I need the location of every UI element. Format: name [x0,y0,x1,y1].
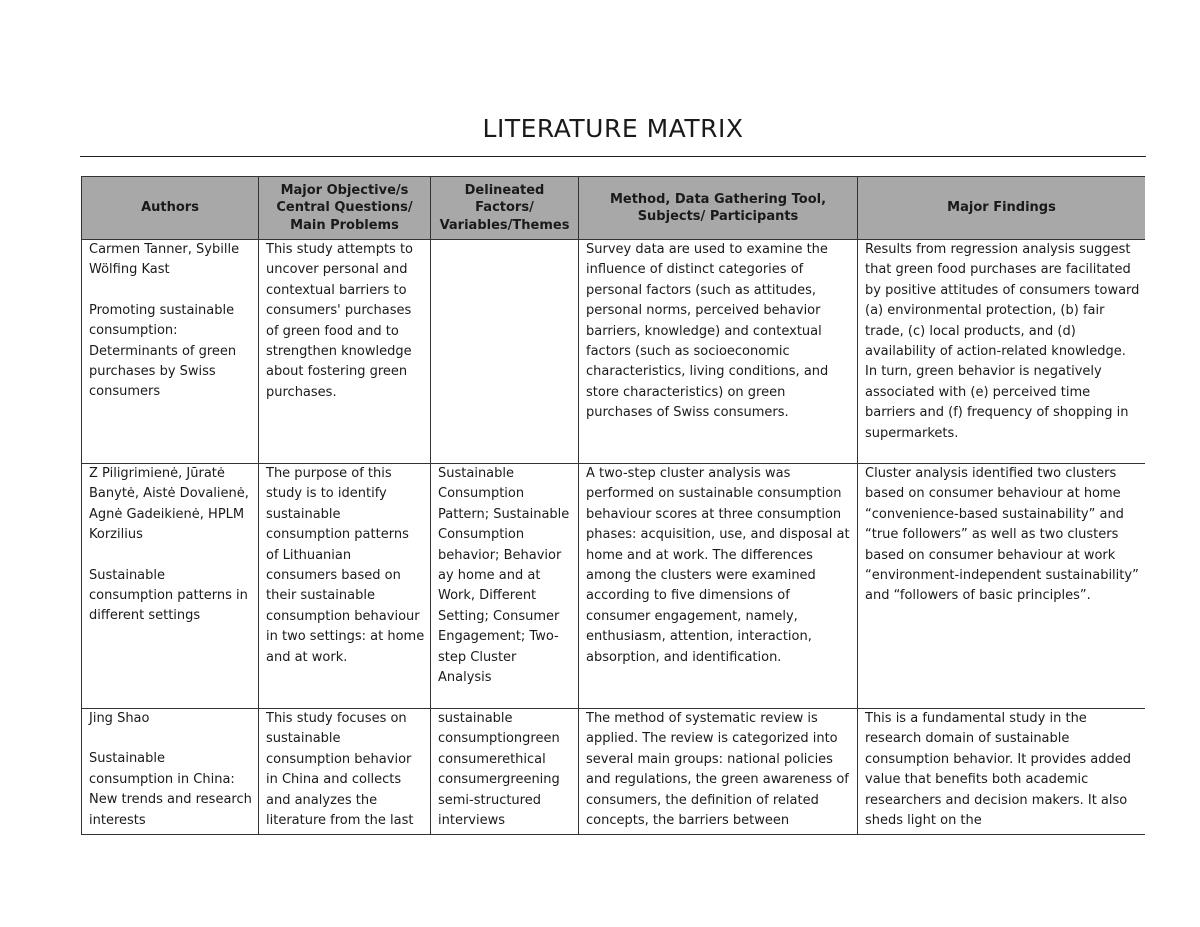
table-row [82,709,1146,836]
header-method: Method, Data Gathering Tool, Subjects/ Participants [579,177,858,240]
title-divider [80,156,1146,157]
table-row [82,464,1146,709]
cell-findings: This is a fundamental study in the research domain of sustainable consumption behavior. It provides added value that benefits both academic researchers and decision makers. It also sheds light on the [858,709,1146,836]
literature-matrix-table [81,176,1145,835]
cell-factors: Sustainable Consumption Pattern; Sustainable Consumption behavior; Behavior ay home and at Work, Different Setting; Consumer Engagement; Two-step Cluster Analysis [431,464,579,709]
literature-matrix-container [81,176,1145,835]
document-title: LITERATURE MATRIX [482,114,744,143]
cell-factors [431,240,579,464]
cell-findings: Cluster analysis identified two clusters based on consumer behaviour at home “convenience-based sustainability” and “true followers” as well as two clusters based on consumer behaviour at work “environment-independent sustainability” and “followers of basic principles”. [858,464,1146,709]
cell-factors: sustainable consumptiongreen consumerethical consumergreening semi-structured interviews [431,709,579,836]
table-row [82,240,1146,464]
cell-authors [82,464,259,709]
cell-objective: This study attempts to uncover personal and contextual barriers to consumers' purchases of green food and to strengthen knowledge about fostering green purchases. [259,240,431,464]
cell-findings: Results from regression analysis suggest that green food purchases are facilitated by positive attitudes of consumers toward (a) environmental protection, (b) fair trade, (c) local products, and (d) availability of action-related knowledge. In turn, green behavior is negatively associated with (e) perceived time barriers and (f) frequency of shopping in supermarkets. [858,240,1146,464]
header-objective: Major Objective/s Central Questions/ Main Problems [259,177,431,240]
paper-title: Sustainable consumption patterns in different settings [89,567,248,624]
cell-method: Survey data are used to examine the influence of distinct categories of personal factors (such as attitudes, personal norms, perceived behavior barriers, knowledge) and contextual factors (such as socioeconomic characteristics, living conditions, and store characteristics) on green purchases of Swiss consumers. [579,240,858,464]
header-findings: Major Findings [858,177,1146,240]
author-names: Z Piligrimienė, Jūratė Banytė, Aistė Dovalienė, Agnė Gadeikienė, HPLM Korzilius [89,466,249,543]
paper-title: Promoting sustainable consumption: Determinants of green purchases by Swiss consumers [89,302,237,400]
paper-title: Sustainable consumption in China: New trends and research interests [89,751,252,828]
cell-method: The method of systematic review is applied. The review is categorized into several main groups: national policies and regulations, the green awareness of consumers, the definition of related concepts, the barriers between [579,709,858,836]
header-authors: Authors [82,177,259,240]
cell-method: A two-step cluster analysis was performed on sustainable consumption behaviour scores at three consumption phases: acquisition, use, and disposal at home and at work. The differences among the clusters were examined according to five dimensions of consumer engagement, namely, enthusiasm, attention, interaction, absorption, and identification. [579,464,858,709]
author-names: Jing Shao [89,711,150,726]
author-names: Carmen Tanner, Sybille Wölfing Kast [89,242,240,278]
table-header-row [82,177,1146,240]
header-factors: Delineated Factors/ Variables/Themes [431,177,579,240]
cell-objective: This study focuses on sustainable consumption behavior in China and collects and analyzes the literature from the last [259,709,431,836]
cell-authors [82,709,259,836]
cell-authors [82,240,259,464]
cell-objective: The purpose of this study is to identify sustainable consumption patterns of Lithuanian consumers based on their sustainable consumption behaviour in two settings: at home and at work. [259,464,431,709]
